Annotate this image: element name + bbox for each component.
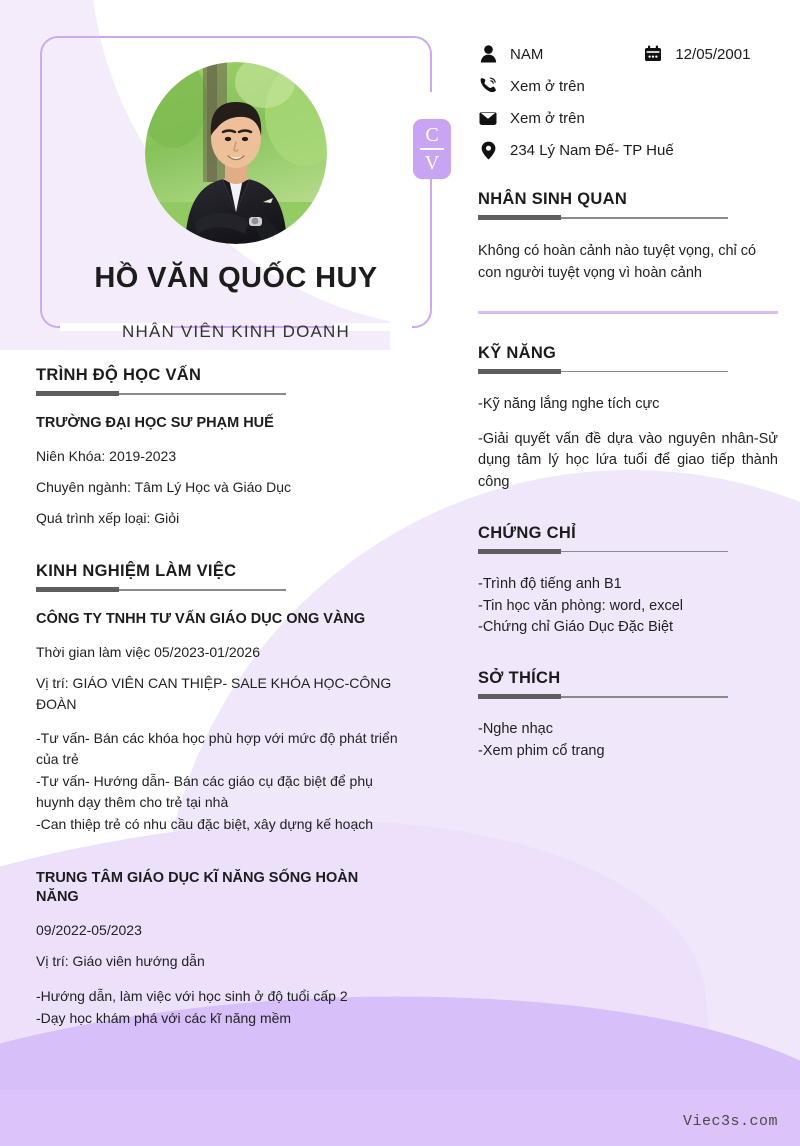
job-title-subtitle: NHÂN VIÊN KINH DOANH	[121, 322, 351, 341]
education-years: Niên Khóa: 2019-2023	[36, 447, 177, 464]
skill-item: -Kỹ năng lắng nghe tích cực	[478, 395, 660, 412]
contact-block	[478, 44, 778, 160]
cv-badge-letter-v: V	[424, 151, 440, 174]
skills-section	[478, 344, 778, 494]
envelope-icon	[478, 108, 498, 128]
education-school: TRƯỜNG ĐẠI HỌC SƯ PHẠM HUẾ	[36, 415, 274, 431]
experience-company: CÔNG TY TNHH TƯ VẤN GIÁO DỤC ONG VÀNG	[36, 611, 366, 628]
spacer	[36, 855, 402, 869]
certificates-rule	[478, 549, 728, 554]
certificates-section	[478, 524, 778, 639]
experience-position: Vị trí: Giáo viên hướng dẫn	[36, 953, 205, 970]
education-grade: Quá trình xếp loại: Giỏi	[36, 510, 180, 527]
hobbies-heading: SỞ THÍCH	[478, 669, 561, 688]
hobbies-list	[478, 719, 778, 763]
hobby-item: -Nghe nhạc	[478, 721, 553, 738]
experience-heading: KINH NGHIỆM LÀM VIỆC	[36, 562, 237, 581]
experience-rule	[36, 587, 286, 592]
cv-badge-letter-c: C	[425, 124, 439, 147]
experience-company: TRUNG TÂM GIÁO DỤC KĨ NĂNG SỐNG HOÀN NĂNG	[36, 869, 359, 906]
certificate-item: -Tin học văn phòng: word, excel	[478, 597, 683, 614]
skills-heading: KỸ NĂNG	[478, 343, 557, 362]
address-row[interactable]	[478, 140, 778, 160]
location-pin-icon	[478, 140, 498, 160]
gender-row	[478, 44, 543, 64]
left-column	[36, 366, 402, 1049]
experience-period: Thời gian làm việc 05/2023-01/2026	[36, 644, 260, 661]
phone-value: Xem ở trên	[510, 77, 585, 95]
certificate-item: -Trình độ tiếng anh B1	[478, 575, 622, 592]
page-title: HỒ VĂN QUỐC HUY	[94, 262, 378, 294]
person-icon	[478, 44, 498, 64]
duty-item: -Tư vấn- Hướng dẫn- Bán các giáo cụ đặc biệt để phụ huynh dạy thêm cho trẻ tại nhà	[36, 772, 373, 810]
phone-icon	[478, 76, 498, 96]
experience-entry	[36, 869, 402, 1029]
experience-entry	[36, 610, 402, 834]
duty-item: -Can thiệp trẻ có nhu cầu đặc biệt, xây dựng kế hoạch	[36, 815, 374, 832]
calendar-icon	[643, 44, 663, 64]
birthdate-row	[643, 44, 750, 64]
outlook-heading: NHÂN SINH QUAN	[478, 190, 628, 208]
section-divider	[478, 311, 778, 314]
outlook-section	[478, 190, 778, 314]
duty-item: -Tư vấn- Bán các khóa học phù hợp với mức độ phát triển của trẻ	[36, 729, 398, 767]
education-major: Chuyên ngành: Tâm Lý Học và Giáo Dục	[36, 478, 291, 495]
right-column	[478, 44, 778, 763]
certificate-item: -Chứng chỉ Giáo Dục Đặc Biệt	[478, 619, 674, 636]
email-row[interactable]	[478, 108, 778, 128]
hobbies-rule	[478, 694, 728, 699]
header-card	[40, 36, 440, 341]
hobbies-section	[478, 669, 778, 763]
cv-badge	[413, 119, 451, 179]
spacer	[36, 548, 402, 562]
watermark: Viec3s.com	[682, 1113, 778, 1130]
avatar	[145, 62, 327, 244]
certificates-heading: CHỨNG CHỈ	[478, 523, 576, 542]
gender-value: NAM	[510, 45, 544, 63]
experience-position: Vị trí: GIÁO VIÊN CAN THIỆP- SALE KHÓA HỌC-CÔNG ĐOÀN	[36, 675, 392, 712]
hobby-item: -Xem phim cổ trang	[478, 742, 605, 759]
birthdate-value: 12/05/2001	[675, 45, 751, 63]
skill-item: -Giải quyết vấn đề dựa vào nguyên nhân-Sử dụng tâm lý học lứa tuổi để giao tiếp thành công	[478, 430, 778, 491]
certificates-list	[478, 574, 778, 639]
duty-item: -Hướng dẫn, làm việc với học sinh ở độ tuổi cấp 2	[36, 987, 348, 1004]
experience-duties	[36, 728, 402, 835]
phone-row[interactable]	[478, 76, 778, 96]
duty-item: -Dạy học khám phá với các kĩ năng mềm	[36, 1009, 292, 1026]
education-rule	[36, 391, 286, 396]
skills-rule	[478, 369, 728, 374]
experience-period: 09/2022-05/2023	[36, 922, 142, 939]
outlook-text: Không có hoàn cảnh nào tuyệt vọng, chỉ có con người tuyệt vọng vì hoàn cảnh	[478, 243, 757, 282]
experience-duties	[36, 986, 402, 1029]
address-value: 234 Lý Nam Đế- TP Huế	[510, 141, 674, 159]
outlook-rule	[478, 215, 728, 220]
education-heading: TRÌNH ĐỘ HỌC VẤN	[36, 366, 202, 384]
portrait-photo-icon	[145, 62, 327, 244]
contact-row	[478, 44, 778, 64]
email-value: Xem ở trên	[510, 109, 585, 127]
education-entry	[36, 414, 402, 528]
